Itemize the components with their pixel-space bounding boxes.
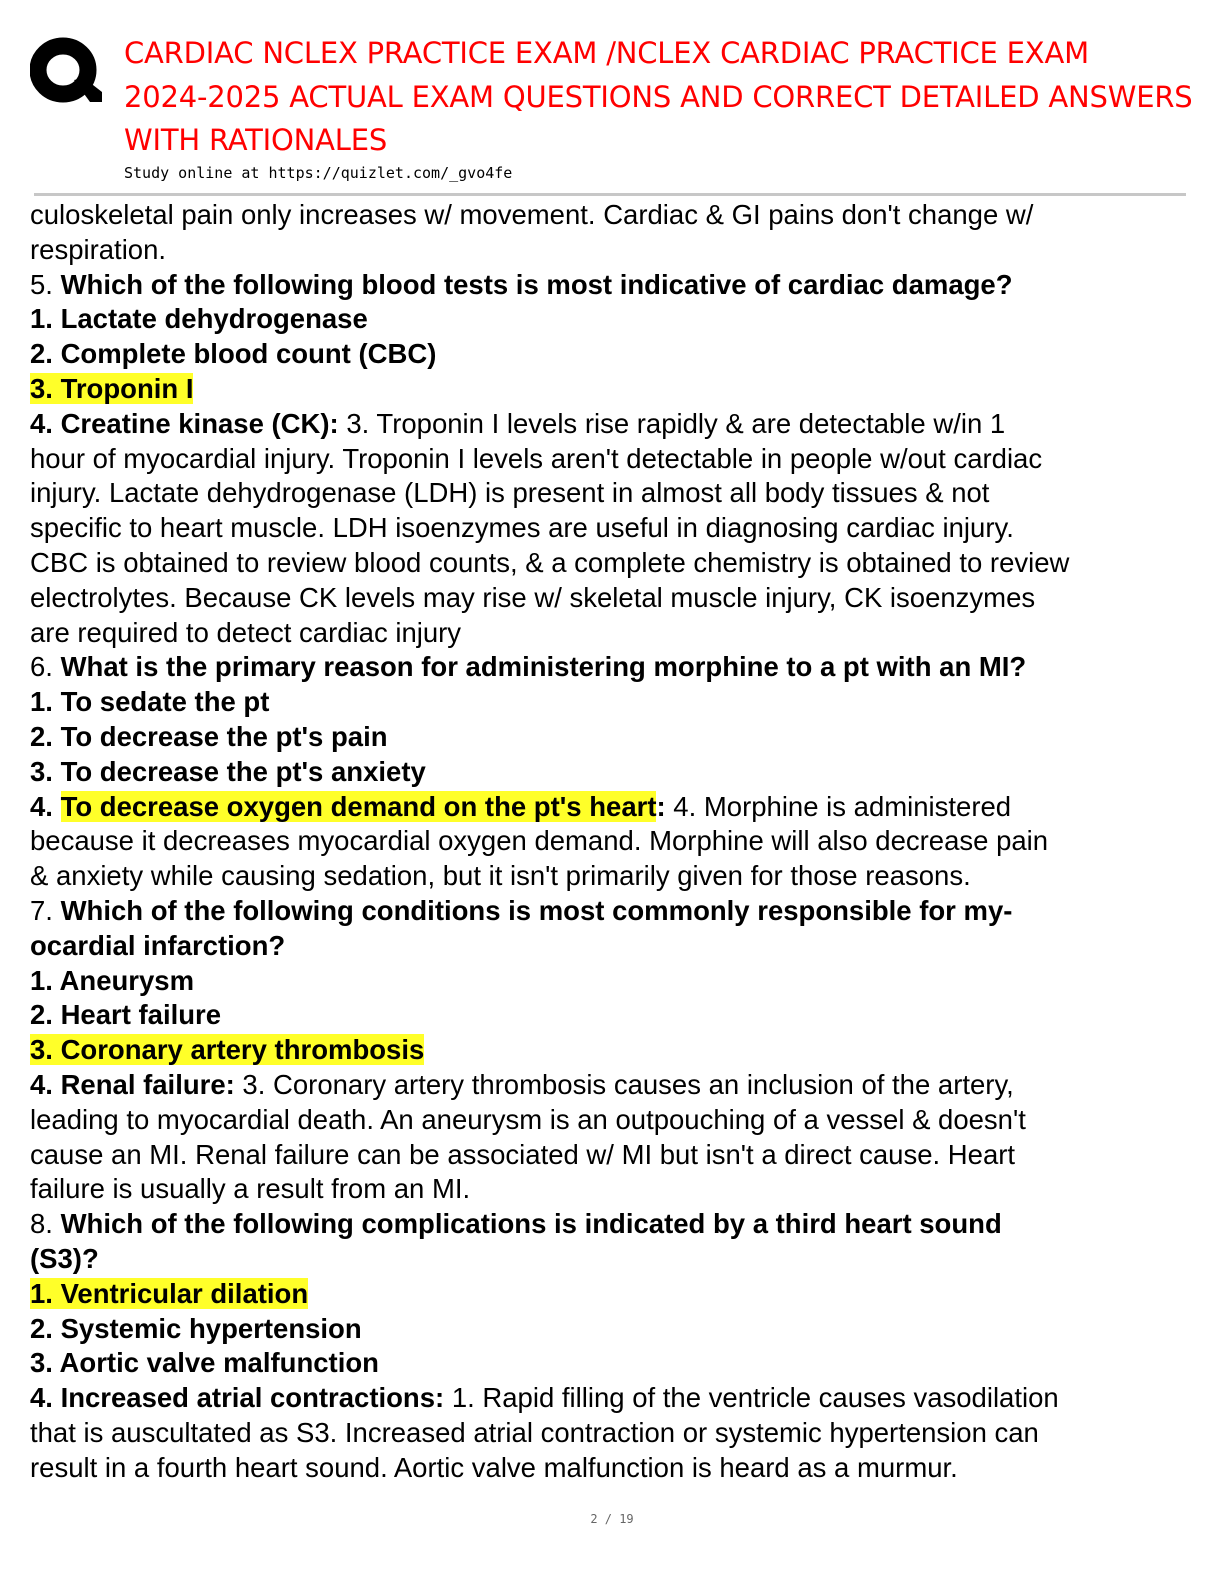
page-header <box>0 0 1224 200</box>
bold-text: : <box>656 790 666 822</box>
body-text: & anxiety while causing sedation, but it isn't primarily given for those reasons. <box>30 860 971 892</box>
text-line <box>30 755 1200 790</box>
bold-text: Which of the following blood tests is most indicative of cardiac damage? <box>60 268 1013 300</box>
bold-text: 1. To sedate the pt <box>30 686 270 718</box>
highlighted-answer: 3. Troponin I <box>30 372 194 404</box>
document-body <box>30 198 1200 1485</box>
body-text: 8. <box>30 1208 61 1240</box>
text-line <box>30 1451 1200 1486</box>
body-text: that is auscultated as S3. Increased atrial contraction or systemic hypertension can <box>30 1416 1039 1448</box>
text-line <box>30 337 1200 372</box>
body-text: hour of myocardial injury. Troponin I levels aren't detectable in people w/out cardiac <box>30 442 1043 474</box>
text-line <box>30 1312 1200 1347</box>
body-text: 3. Coronary artery thrombosis causes an inclusion of the artery, <box>234 1068 1014 1100</box>
body-text: CBC is obtained to review blood counts, & a complete chemistry is obtained to review <box>30 546 1070 578</box>
text-line <box>30 1172 1200 1207</box>
body-text: result in a fourth heart sound. Aortic valve malfunction is heard as a murmur. <box>30 1451 958 1483</box>
text-line <box>30 894 1200 929</box>
text-line <box>30 1277 1200 1312</box>
body-text: specific to heart muscle. LDH isoenzymes are useful in diagnosing cardiac injury. <box>30 512 1014 544</box>
text-line <box>30 720 1200 755</box>
text-line <box>30 650 1200 685</box>
text-line <box>30 1068 1200 1103</box>
text-line <box>30 581 1200 616</box>
bold-text: (S3)? <box>30 1242 99 1274</box>
text-line <box>30 198 1200 233</box>
text-line <box>30 685 1200 720</box>
highlighted-answer: 1. Ventricular dilation <box>30 1277 309 1309</box>
body-text: culoskeletal pain only increases w/ movement. Cardiac & GI pains don't change w/ <box>30 199 1034 230</box>
bold-text: 4. Renal failure: <box>30 1068 235 1100</box>
text-line <box>30 511 1200 546</box>
text-line <box>30 616 1200 651</box>
text-line <box>30 546 1200 581</box>
bold-text: 4. Creatine kinase (CK): <box>30 407 339 439</box>
body-text: injury. Lactate dehydrogenase (LDH) is present in almost all body tissues & not <box>30 477 990 509</box>
bold-text: 4. <box>30 790 61 822</box>
body-text: because it decreases myocardial oxygen demand. Morphine will also decrease pain <box>30 825 1049 857</box>
quizlet-q-logo-icon <box>30 36 102 106</box>
body-text: leading to myocardial death. An aneurysm is an outpouching of a vessel & doesn't <box>30 1103 1026 1135</box>
bold-text: 1. Aneurysm <box>30 964 195 996</box>
document-title: CARDIAC NCLEX PRACTICE EXAM /NCLEX CARDIAC PRACTICE EXAM 2024-2025 ACTUAL EXAM QUESTIONS AND CORRECT DETAILED ANSWERS WITH RATIONALES <box>124 36 1193 157</box>
text-line <box>30 1242 1200 1277</box>
body-text: 7. <box>30 894 61 926</box>
bold-text: 2. To decrease the pt's pain <box>30 720 388 752</box>
bold-text: 3. To decrease the pt's anxiety <box>30 755 426 787</box>
study-online-link[interactable]: Study online at https://quizlet.com/_gvo4fe <box>124 164 513 182</box>
text-line <box>30 442 1200 477</box>
header-divider <box>34 193 1186 196</box>
bold-text: Which of the following complications is indicated by a third heart sound <box>60 1208 1002 1240</box>
body-text: 3. Troponin I levels rise rapidly & are detectable w/in 1 <box>338 407 1006 439</box>
bold-text: Which of the following conditions is most commonly responsible for my- <box>60 894 1013 926</box>
bold-text: What is the primary reason for administering morphine to a pt with an MI? <box>60 651 1027 683</box>
text-line <box>30 1381 1200 1416</box>
bold-text: 2. Heart failure <box>30 999 222 1031</box>
highlighted-answer: 3. Coronary artery thrombosis <box>30 1034 425 1066</box>
page-number: 2 / 19 <box>590 1512 634 1526</box>
bold-text: 1. Lactate dehydrogenase <box>30 303 368 335</box>
body-text: 4. Morphine is administered <box>665 790 1012 822</box>
text-line <box>30 790 1200 825</box>
text-line <box>30 1103 1200 1138</box>
body-text: electrolytes. Because CK levels may rise w/ skeletal muscle injury, CK isoenzymes <box>30 581 1036 613</box>
text-line <box>30 964 1200 999</box>
text-line <box>30 1033 1200 1068</box>
text-line <box>30 476 1200 511</box>
text-line <box>30 859 1200 894</box>
highlighted-answer: To decrease oxygen demand on the pt's heart <box>60 790 657 822</box>
text-line <box>30 998 1200 1033</box>
body-text: are required to detect cardiac injury <box>30 616 462 648</box>
text-line <box>30 372 1200 407</box>
text-line <box>30 233 1200 268</box>
bold-text: 4. Increased atrial contractions: <box>30 1382 445 1414</box>
text-line <box>30 1416 1200 1451</box>
text-line <box>30 824 1200 859</box>
bold-text: 2. Systemic hypertension <box>30 1312 362 1344</box>
bold-text: ocardial infarction? <box>30 929 286 961</box>
text-line <box>30 302 1200 337</box>
bold-text: 2. Complete blood count (CBC) <box>30 338 437 370</box>
text-line <box>30 1346 1200 1381</box>
text-line <box>30 407 1200 442</box>
text-line <box>30 268 1200 303</box>
body-text: failure is usually a result from an MI. <box>30 1173 471 1205</box>
body-text: 6. <box>30 651 61 683</box>
bold-text: 3. Aortic valve malfunction <box>30 1347 379 1379</box>
text-line <box>30 1138 1200 1173</box>
text-line <box>30 1207 1200 1242</box>
body-text: 1. Rapid filling of the ventricle causes vasodilation <box>444 1382 1059 1414</box>
text-line <box>30 929 1200 964</box>
body-text: respiration. <box>30 233 167 265</box>
body-text: 5. <box>30 268 61 300</box>
body-text: cause an MI. Renal failure can be associated w/ MI but isn't a direct cause. Heart <box>30 1138 1016 1170</box>
